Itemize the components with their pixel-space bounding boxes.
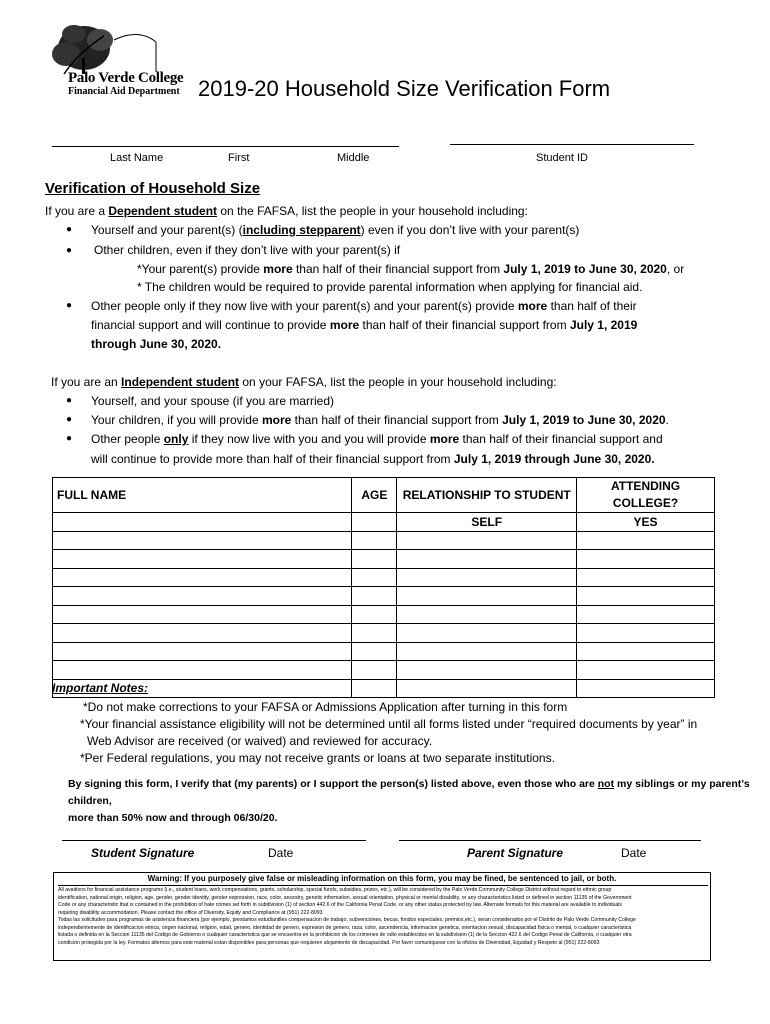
table-row: [53, 587, 715, 606]
table-header-row: [53, 478, 715, 513]
age-cell[interactable]: [352, 661, 397, 680]
warning-title: Warning: If you purposely give false or misleading information on this form, you may be fined, be sentenced to jail, or both.: [147, 874, 617, 883]
divider: [58, 885, 708, 886]
attending-cell: YES: [577, 513, 715, 532]
full-name-cell[interactable]: [53, 587, 352, 606]
dependent-bullet-3-line-2: financial support and will continue to provide more than half of their financial support from July 1, 2019: [91, 318, 638, 332]
relationship-cell[interactable]: [397, 550, 577, 569]
first-name-label: First: [228, 152, 250, 164]
note-3: *Per Federal regulations, you may not receive grants or loans at two separate institutions.: [80, 751, 555, 765]
age-header: AGE: [352, 478, 397, 513]
table-row: [53, 531, 715, 550]
attending-cell[interactable]: [577, 587, 715, 606]
full-name-cell[interactable]: [53, 642, 352, 661]
parent-signature-label: Parent Signature: [467, 846, 564, 860]
student-date-label: Date: [268, 846, 294, 860]
student-signature-line[interactable]: [62, 840, 366, 841]
table-row: [53, 642, 715, 661]
note-1: *Do not make corrections to your FAFSA or Admissions Application after turning in this form: [83, 700, 568, 714]
relationship-cell[interactable]: [397, 624, 577, 643]
age-cell[interactable]: [352, 531, 397, 550]
declaration-text: By signing this form, I verify that (my parents) or I support the person(s) listed above, even those who are not my siblings or my parent’s children, more than 50% now and through 06/30/20.: [68, 778, 750, 824]
relationship-cell[interactable]: [397, 679, 577, 698]
table-row: [53, 568, 715, 587]
dependent-sub-1: *Your parent(s) provide more than half of their financial support from July 1, 2019 to June 30, 2020, or: [137, 262, 685, 276]
student-id-label: Student ID: [536, 152, 588, 164]
middle-name-label: Middle: [337, 152, 370, 164]
age-cell[interactable]: [352, 568, 397, 587]
full-name-cell[interactable]: [53, 605, 352, 624]
age-cell[interactable]: [352, 605, 397, 624]
attending-cell[interactable]: [577, 679, 715, 698]
table-row: [53, 661, 715, 680]
department-name: Financial Aid Department: [68, 86, 180, 97]
full-name-cell[interactable]: [53, 661, 352, 680]
college-logo: [44, 22, 194, 102]
full-name-cell[interactable]: [53, 550, 352, 569]
student-id-line[interactable]: [450, 144, 694, 145]
student-signature-label: Student Signature: [91, 846, 195, 860]
relationship-header: RELATIONSHIP TO STUDENT: [397, 478, 577, 513]
attending-cell[interactable]: [577, 661, 715, 680]
full-name-cell[interactable]: [53, 624, 352, 643]
parent-signature-line[interactable]: [399, 840, 701, 841]
dependent-bullet-2: Other children, even if they don’t live with your parent(s) if: [94, 243, 401, 257]
relationship-cell[interactable]: [397, 605, 577, 624]
full-name-cell[interactable]: [53, 568, 352, 587]
bullet-icon: ●: [66, 395, 73, 406]
dependent-sub-2: * The children would be required to provide parental information when applying for financial aid.: [137, 280, 643, 294]
form-title: 2019-20 Household Size Verification Form: [198, 76, 611, 101]
full-name-cell[interactable]: [53, 513, 352, 532]
table-row: [53, 605, 715, 624]
attending-college-header: ATTENDING COLLEGE?: [577, 478, 715, 513]
table-row: [53, 624, 715, 643]
attending-cell[interactable]: [577, 550, 715, 569]
dependent-bullet-3-line-3: through June 30, 2020.: [91, 337, 222, 351]
note-2: *Your financial assistance eligibility will not be determined until all forms listed under “required documents by year” in: [80, 717, 698, 731]
relationship-cell[interactable]: [397, 661, 577, 680]
independent-bullet-3-line-1: Other people only if they now live with you and you will provide more than half of their financial support and: [91, 432, 663, 446]
table-row: [53, 679, 715, 698]
independent-bullet-2: Your children, if you will provide more than half of their financial support from July 1, 2019 to June 30, 2020.: [91, 413, 669, 427]
relationship-cell: SELF: [397, 513, 577, 532]
household-table: [52, 477, 715, 698]
independent-bullet-3-line-2: will continue to provide more than half of their financial support from July 1, 2019 through June 30, 2020.: [91, 452, 655, 466]
relationship-cell[interactable]: [397, 642, 577, 661]
college-name: Palo Verde College: [68, 70, 184, 86]
table-row: [53, 513, 715, 532]
age-cell[interactable]: [352, 513, 397, 532]
full-name-header: FULL NAME: [53, 478, 352, 513]
age-cell[interactable]: [352, 624, 397, 643]
attending-cell[interactable]: [577, 531, 715, 550]
last-name-label: Last Name: [110, 152, 164, 164]
bullet-icon: ●: [66, 224, 73, 235]
table-row: [53, 550, 715, 569]
nondiscrimination-text: All avaitions for financial assistance programs (i.e., student loans, work compensations, grants, scholarship, special funds, subsidies, prizes, etc.), will be considered by the Palo Verde Community College District without regard to ethnic group identification, national origin, religion, age, gender, gender identity, gender expression, race, color, ancestry, genetic information, sexual orientation, physical or mental disability, or any characteristics listed or defined in section 11135 of the Government Code or any characteristic that is contained in the prohibition of hate crimes set forth in subdivision (1) of section 442.6 of the California Penal Code, or any other status protected by law. Alternate formats for this material are available to individuals requiring disability accommodation. Please contact the office of Diversity, Equity and Compliance at (951) 222-8093 Todas las solicitudes para programas de asistencia financiera (por ejemplo, prestamos estudiantiles compensacion de trabajo, subvenciones, becas, fondos especiales, premios,etc.), seran considerados por el Distrito de Palo Verde Community College independientemente de identificacion etnica, origen nacional, religion, edad, genero, identidad de genero, expresion de genero, raza, color, ascendencia, informacion genetica, orientacion sexual, discapacidad fisica o mental, o cualquier caracteristica listada o definida en la Seccion 11135 del Codigo de Gobierno o cualquier caracteristica que se encuentra en la prohibicion de los crimenes de odio establecidos en la subdivision (1) de la Seccion 422.6 del Codigo Penal de California, o cualquier otra condicion protegida por la ley. Formatos alternos para este material estan disponibles para personas que requieren alojamiento de discapacidad. Por favor comuniquese con la oficina de Diversidad, Equidad y Respeto al (951) 222-8093: [58, 887, 636, 946]
dependent-bullet-1: Yourself and your parent(s) (including stepparent) even if you don’t live with your parent(s): [91, 223, 580, 237]
age-cell[interactable]: [352, 642, 397, 661]
name-line[interactable]: [52, 146, 399, 147]
bullet-icon: ●: [66, 245, 73, 256]
attending-cell[interactable]: [577, 568, 715, 587]
relationship-cell[interactable]: [397, 568, 577, 587]
notes-heading: Important Notes:: [52, 681, 148, 695]
attending-cell[interactable]: [577, 642, 715, 661]
age-cell[interactable]: [352, 679, 397, 698]
relationship-cell[interactable]: [397, 587, 577, 606]
attending-cell[interactable]: [577, 605, 715, 624]
dependent-intro: If you are a Dependent student on the FAFSA, list the people in your household including:: [45, 204, 528, 218]
parent-date-label: Date: [621, 846, 647, 860]
relationship-cell[interactable]: [397, 531, 577, 550]
bullet-icon: ●: [66, 433, 73, 444]
age-cell[interactable]: [352, 587, 397, 606]
dependent-bullet-3-line-1: Other people only if they now live with your parent(s) and your parent(s) provide more than half of their: [91, 299, 637, 313]
section-heading: Verification of Household Size: [45, 180, 261, 197]
warning-box: [53, 872, 711, 961]
independent-bullet-1: Yourself, and your spouse (if you are married): [91, 394, 335, 408]
full-name-cell[interactable]: [53, 531, 352, 550]
age-cell[interactable]: [352, 550, 397, 569]
attending-cell[interactable]: [577, 624, 715, 643]
bullet-icon: ●: [66, 300, 73, 311]
note-2-continued: Web Advisor are received (or waived) and reviewed for accuracy.: [87, 734, 433, 748]
independent-intro: If you are an Independent student on your FAFSA, list the people in your household including:: [51, 375, 557, 389]
bullet-icon: ●: [66, 414, 73, 425]
